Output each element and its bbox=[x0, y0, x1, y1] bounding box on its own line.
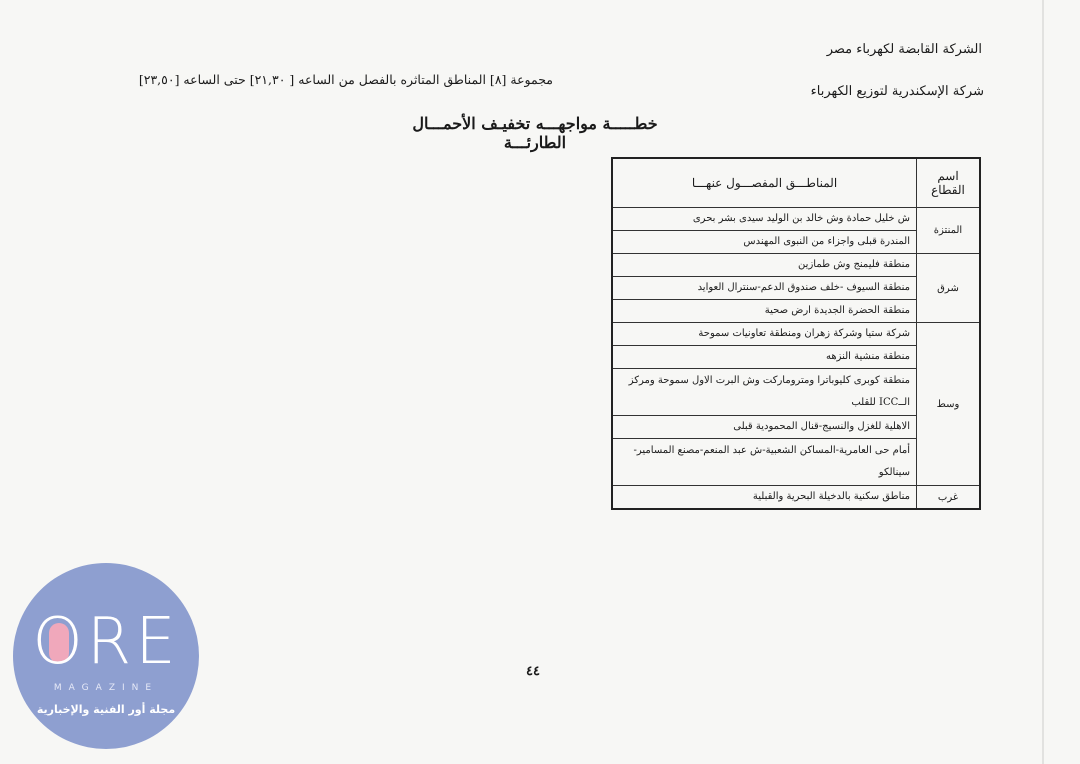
area-cell: مناطق سكنية بالدخيلة البحرية والقبلية bbox=[612, 486, 917, 510]
holding-company-name: الشركة القابضة لكهرباء مصر bbox=[826, 42, 982, 57]
magazine-logo bbox=[13, 563, 199, 749]
plan-title: خطـــــة مواجهـــه تخفيـف الأحمـــال الطارئـــة bbox=[412, 114, 658, 152]
table-row bbox=[612, 323, 980, 346]
logo-caption: مجلة أور الفنية والإخبارية bbox=[36, 703, 176, 716]
logo-letters: ORE bbox=[32, 605, 180, 679]
area-cell: منطقة منشية النزهه bbox=[612, 346, 917, 369]
area-cell: منطقة كوبرى كليوباترا ومتروماركت وش البرت الاول سموحة ومركز الــICC للقلب bbox=[612, 369, 917, 416]
table-row bbox=[612, 254, 980, 277]
area-cell: منطقة فليمنج وش طمازين bbox=[612, 254, 917, 277]
page-fold bbox=[1042, 0, 1044, 764]
area-cell: أمام حى العامرية-المساكن الشعبية-ش عبد المنعم-مصنع المسامير-سينالكو bbox=[612, 439, 917, 486]
group-line: مجموعة [٨] المناطق المتاثره بالفصل من الساعه [ ٢١,٣٠] حتى الساعه [٢٣,٥٠] bbox=[138, 72, 553, 87]
area-cell: الاهلية للغزل والنسيج-قنال المحمودية قبلى bbox=[612, 416, 917, 439]
sector-cell: غرب bbox=[917, 486, 981, 510]
table-row bbox=[612, 486, 980, 510]
area-cell: منطقة الحضرة الجديدة ارض صحية bbox=[612, 300, 917, 323]
area-cell: منطقة السيوف -خلف صندوق الدعم-سنترال العوايد bbox=[612, 277, 917, 300]
page-number: ٤٤ bbox=[526, 664, 540, 679]
table-row bbox=[612, 208, 980, 231]
logo-magazine-word: MAGAZINE bbox=[53, 683, 159, 693]
area-cell: ش خليل حمادة وش خالد بن الوليد سيدى بشر بحرى bbox=[612, 208, 917, 231]
local-company-name: شركة الإسكندرية لتوزيع الكهرباء bbox=[810, 84, 984, 99]
sector-cell: المنتزة bbox=[917, 208, 981, 254]
header-sector: اسم القطاع bbox=[917, 158, 981, 208]
table-header-row bbox=[612, 158, 980, 208]
sector-cell: شرق bbox=[917, 254, 981, 323]
area-cell: شركة ستيا وشركة زهران ومنطقة تعاونيات سموحة bbox=[612, 323, 917, 346]
area-cell: المندرة قبلى واجزاء من النبوى المهندس bbox=[612, 231, 917, 254]
sector-cell: وسط bbox=[917, 323, 981, 486]
header-areas: المناطـــق المفصـــول عنهـــا bbox=[612, 158, 917, 208]
load-shedding-table bbox=[611, 157, 981, 510]
